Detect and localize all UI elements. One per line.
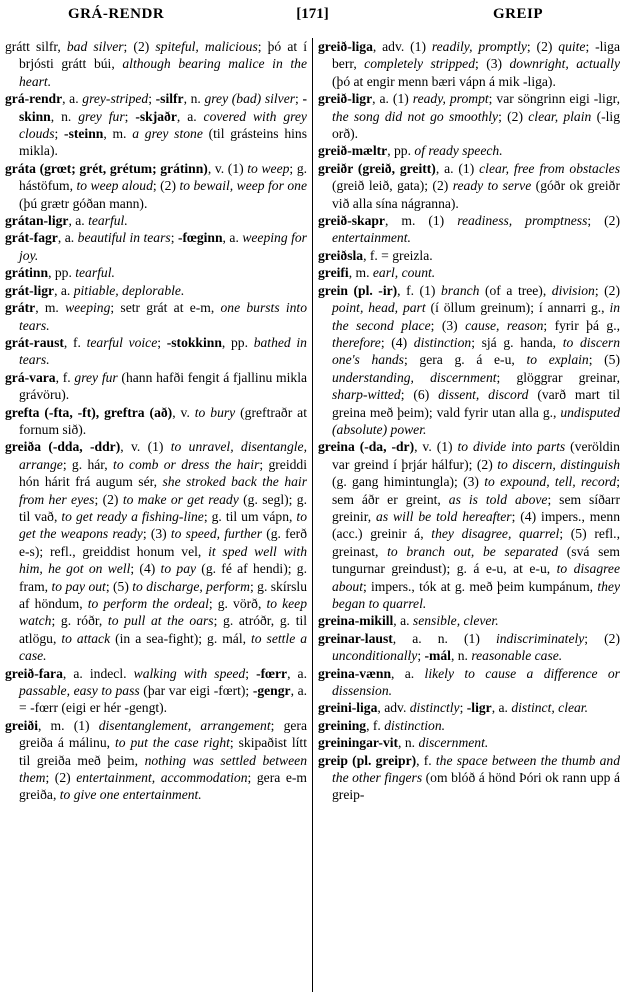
headword: grát-ligr bbox=[5, 282, 55, 298]
entry-text: ; (2) bbox=[584, 630, 620, 646]
entry-text: ; bbox=[295, 91, 303, 107]
entry-text: , n. bbox=[50, 108, 79, 124]
entry-text: ; g. til um vápn, bbox=[203, 508, 297, 524]
dictionary-entry bbox=[318, 699, 620, 716]
translation: to give one entertainment. bbox=[59, 787, 202, 803]
dictionary-entry bbox=[5, 282, 307, 299]
entry-text: ; var söngrinn eigi -ligr, bbox=[488, 91, 620, 107]
left-column bbox=[5, 38, 307, 994]
entry-text: , a. n. (1) bbox=[392, 630, 496, 646]
dictionary-entry bbox=[318, 142, 620, 159]
dictionary-entry bbox=[318, 717, 620, 734]
translation: to unravel, disentangle, arrange bbox=[19, 439, 307, 472]
translation: grey fur bbox=[74, 369, 118, 385]
translation: entertainment, accommodation bbox=[76, 770, 248, 786]
translation: distinct, clear. bbox=[511, 700, 588, 716]
entry-text: , a. bbox=[287, 665, 307, 681]
translation: likely to cause a difference or dissension. bbox=[332, 665, 620, 699]
dictionary-entry bbox=[5, 90, 307, 160]
entry-text: (hann hafði fengit á fjallinu mikla grávöru). bbox=[19, 369, 307, 403]
entry-text: (g. gang himintungla); (3) bbox=[332, 474, 485, 490]
translation: to keep watch bbox=[19, 596, 307, 629]
translation: to perform the ordeal bbox=[87, 596, 209, 611]
entry-text: (til grásteins hins mikla). bbox=[19, 126, 307, 159]
translation: to speed, further bbox=[170, 526, 262, 542]
translation: tearful. bbox=[88, 213, 128, 229]
entry-text: , a. bbox=[391, 665, 425, 681]
translation: reasonable case. bbox=[471, 648, 563, 664]
entry-text: , a. bbox=[222, 230, 243, 246]
entry-text: ; g. róðr, bbox=[51, 613, 108, 629]
translation: grey-striped bbox=[82, 91, 149, 107]
translation: cause, reason bbox=[465, 317, 544, 333]
translation: completely stripped bbox=[364, 56, 476, 72]
translation: one bursts into tears. bbox=[19, 300, 307, 333]
entry-text: (g. segl); g. til vað, bbox=[19, 491, 307, 524]
headword: grá-rendr bbox=[5, 91, 63, 107]
dictionary-entry bbox=[5, 160, 307, 212]
entry-text: ; setr grát at e-m, bbox=[110, 300, 221, 316]
translation: sensible, clever. bbox=[412, 613, 499, 629]
header-left-guideword: GRÁ-RENDR bbox=[68, 6, 165, 22]
translation: the space between the thumb and the other fingers bbox=[332, 752, 620, 786]
entry-text: (veröldin var greind í þrjár hálfur); (2) bbox=[332, 439, 620, 472]
entry-text: , a. bbox=[176, 108, 204, 124]
entry-text: ; (5) bbox=[105, 578, 133, 594]
entry-text: (þú grætr góðan mann). bbox=[19, 195, 148, 211]
translation: to attack bbox=[61, 630, 111, 646]
dictionary-entry bbox=[5, 665, 307, 717]
entry-text: , a. bbox=[62, 91, 83, 107]
headword: -silfr bbox=[155, 91, 184, 107]
entry-text: , a. bbox=[393, 613, 413, 629]
entry-text: (þó at engir menn bæri vápn á mik -liga). bbox=[332, 73, 556, 89]
entry-text: (om blóð á hönd Þóri ok rann upp á greip- bbox=[332, 770, 620, 803]
dictionary-entry bbox=[5, 334, 307, 369]
entry-text: , n. bbox=[450, 648, 472, 664]
entry-text: ; sjá g. handa, bbox=[471, 334, 563, 350]
headword: gráta (grœt; grét, grétum; grátinn) bbox=[5, 160, 208, 176]
headword: greið-mæltr bbox=[318, 143, 388, 159]
entry-text: , a. bbox=[68, 213, 89, 229]
entry-text: ; g. vörð, bbox=[208, 596, 267, 611]
translation: although bearing malice in the heart. bbox=[19, 56, 307, 89]
translation: to pay bbox=[160, 561, 197, 577]
entry-text: ; (3) bbox=[142, 526, 171, 542]
headword: grátr bbox=[5, 300, 36, 316]
column-divider bbox=[312, 38, 313, 992]
entry-text: , v. (1) bbox=[414, 439, 458, 455]
translation: grey (bad) silver bbox=[204, 91, 296, 107]
page-number: [171] bbox=[296, 6, 329, 22]
headword: -stokkinn bbox=[166, 334, 222, 350]
entry-text: (of a tree), bbox=[479, 282, 552, 298]
translation: unconditionally bbox=[332, 648, 418, 664]
headword: greinar-laust bbox=[318, 630, 393, 646]
translation: point, head, part bbox=[332, 300, 426, 316]
translation: bathed in tears. bbox=[19, 334, 307, 368]
translation: quite bbox=[558, 39, 586, 54]
headword: greini-liga bbox=[318, 700, 378, 716]
translation: pitiable, deplorable. bbox=[73, 282, 185, 298]
entry-text: , a. (1) bbox=[372, 91, 413, 107]
entry-text: ; sem áðr er greint, bbox=[332, 474, 620, 507]
translation: entertainment. bbox=[332, 230, 411, 246]
entry-text: ; (2) bbox=[526, 39, 559, 54]
entry-text: ; bbox=[170, 230, 178, 246]
entry-text: , m. bbox=[103, 126, 133, 142]
translation: sharp-witted bbox=[332, 387, 401, 403]
entry-text: grátt silfr, bbox=[5, 39, 67, 54]
entry-text: ; bbox=[245, 665, 257, 681]
translation: beautiful in tears bbox=[77, 230, 171, 246]
dictionary-entry bbox=[318, 90, 620, 142]
translation: walking with speed bbox=[133, 665, 246, 681]
translation: to pay out bbox=[51, 578, 106, 594]
translation: distinction. bbox=[384, 717, 446, 733]
entry-text: ; g. hár, bbox=[62, 456, 114, 472]
translation: it sped well with him, he got on well bbox=[19, 543, 307, 577]
entry-text: , adv. (1) bbox=[372, 39, 432, 54]
entry-text: , m. (1) bbox=[384, 213, 458, 229]
translation: division bbox=[551, 282, 595, 298]
entry-text: , a. = -fœrr (eigi er hér -gengt). bbox=[19, 683, 307, 716]
dictionary-entry bbox=[5, 229, 307, 264]
translation: to branch out, be separated bbox=[387, 543, 559, 559]
entry-text: , f. bbox=[366, 717, 385, 733]
translation: weeping for joy. bbox=[19, 230, 307, 263]
translation: in the second place bbox=[332, 300, 620, 333]
dictionary-entry bbox=[5, 264, 307, 281]
translation: to put the case right bbox=[114, 735, 230, 751]
translation: therefore bbox=[332, 334, 381, 350]
entry-text: ; g. skírslu af höndum, bbox=[19, 578, 307, 611]
entry-text: ; (2) bbox=[123, 39, 156, 54]
entry-text: ; (3) bbox=[430, 317, 466, 333]
entry-text: ; (5) refl., greinast, bbox=[332, 526, 620, 559]
translation: to discern, distinguish bbox=[497, 456, 620, 472]
entry-text: ; bbox=[157, 334, 167, 350]
translation: as will be told hereafter bbox=[376, 508, 512, 524]
entry-text: ; (4) impers., menn (acc.) greinir á, bbox=[332, 508, 620, 542]
entry-text: ; (4) bbox=[380, 334, 414, 350]
dictionary-entry bbox=[5, 369, 307, 404]
entry-text: , n. bbox=[183, 91, 205, 107]
entry-text: (þar var eigi -fœrt); bbox=[139, 683, 253, 699]
translation: readiness, promptness bbox=[457, 213, 588, 229]
translation: indiscriminately bbox=[495, 630, 585, 646]
translation: downright, actually bbox=[509, 56, 620, 72]
entry-text: , a. indecl. bbox=[62, 665, 134, 681]
entry-text: ; bbox=[417, 648, 425, 664]
translation: branch bbox=[440, 282, 480, 298]
headword: grefta (-fta, -ft), greftra (að) bbox=[5, 404, 173, 420]
entry-text: ; bbox=[54, 126, 65, 142]
dictionary-entry bbox=[318, 160, 620, 212]
dictionary-entry bbox=[318, 630, 620, 665]
headword: greiðr (greið, greitt) bbox=[318, 160, 436, 176]
dictionary-entry bbox=[5, 404, 307, 439]
headword: greina (-da, -dr) bbox=[318, 439, 415, 455]
entry-text: , adv. bbox=[377, 700, 410, 716]
entry-text: , v. (1) bbox=[207, 160, 248, 176]
translation: she stroked back the hair from her eyes bbox=[19, 474, 307, 507]
entry-text: ; (2) bbox=[94, 491, 123, 507]
dictionary-entry bbox=[318, 612, 620, 629]
entry-text: ; (4) bbox=[130, 561, 161, 577]
translation: bad silver bbox=[66, 39, 124, 54]
entry-text: (í öllum greinum); í annarri g., bbox=[425, 300, 610, 316]
translation: to comb or dress the hair bbox=[113, 456, 260, 472]
entry-text: ; greiddi hón hárit frá augum sér, bbox=[19, 456, 307, 490]
entry-text: , a. (1) bbox=[435, 160, 480, 176]
headword: -ligr bbox=[466, 700, 492, 716]
entry-text: (greftraðr at fornum sið). bbox=[19, 404, 307, 437]
headword: greið-fara bbox=[5, 665, 63, 681]
entry-text: ; (2) bbox=[587, 213, 620, 229]
headword: greiða (-dda, -ddr) bbox=[5, 439, 121, 455]
headword: greip (pl. greipr) bbox=[318, 752, 417, 768]
entry-text: , v. bbox=[172, 404, 195, 420]
entry-text: , f. (1) bbox=[397, 282, 441, 298]
entry-text: ; bbox=[148, 91, 156, 107]
translation: discernment. bbox=[418, 735, 489, 751]
dictionary-entry bbox=[318, 212, 620, 247]
entry-text: ; gera e-m greiða, bbox=[19, 770, 307, 803]
entry-text: ; (6) bbox=[400, 387, 439, 403]
translation: to bewail, weep for one bbox=[179, 178, 307, 194]
translation: to expound, tell, record bbox=[484, 474, 617, 490]
entry-text: , a. bbox=[491, 700, 512, 716]
dictionary-entry bbox=[5, 299, 307, 334]
translation: they disagree, quarrel bbox=[431, 526, 560, 542]
entry-text: (svá sem tungurnar greindust); g. á e-u, at e-u, bbox=[332, 543, 620, 577]
headword: grein (pl. -ir) bbox=[318, 282, 398, 298]
headword: greiðsla bbox=[318, 247, 364, 263]
entry-text: , pp. bbox=[48, 265, 76, 281]
headword: grá-vara bbox=[5, 369, 56, 385]
translation: as is told above bbox=[448, 491, 548, 507]
translation: spiteful, malicious bbox=[155, 39, 258, 54]
translation: to divide into parts bbox=[457, 439, 566, 455]
entry-text: ; bbox=[124, 108, 136, 124]
entry-text: , v. (1) bbox=[120, 439, 171, 455]
dictionary-entry bbox=[318, 282, 620, 439]
translation: undisputed (absolute) power. bbox=[332, 404, 620, 437]
translation: to bury bbox=[194, 404, 236, 420]
headword: greifi bbox=[318, 265, 349, 281]
translation: passable, easy to pass bbox=[19, 683, 140, 699]
headword: greið-ligr bbox=[318, 91, 373, 107]
translation: understanding, discernment bbox=[332, 369, 497, 385]
translation: to settle a case. bbox=[19, 630, 307, 664]
translation: a grey stone bbox=[132, 126, 203, 142]
translation: to weep aloud bbox=[76, 178, 153, 194]
translation: to discharge, perform bbox=[132, 578, 250, 594]
headword: greið-liga bbox=[318, 39, 373, 54]
translation: ready, prompt bbox=[412, 91, 489, 107]
entry-text: , n. bbox=[398, 735, 419, 751]
entry-text: ; (2) bbox=[152, 178, 180, 194]
entry-text: , f. bbox=[416, 752, 436, 768]
translation: they began to quarrel. bbox=[332, 578, 620, 611]
entry-text: ; bbox=[459, 700, 467, 716]
dictionary-entry bbox=[318, 438, 620, 612]
headword: greina-vænn bbox=[318, 665, 392, 681]
entry-text: , a. bbox=[57, 230, 78, 246]
translation: to make or get ready bbox=[122, 491, 239, 507]
entry-text: , m. bbox=[348, 265, 373, 281]
entry-text: (varð mart til greina með þeim); vald fyrir utan alla g., bbox=[332, 387, 620, 420]
entry-text: ; gera g. á e-u, bbox=[403, 352, 527, 368]
translation: tearful. bbox=[75, 265, 115, 281]
page-header bbox=[10, 6, 615, 26]
entry-text: ; (5) bbox=[588, 352, 620, 368]
translation: to explain bbox=[526, 352, 589, 368]
translation: to get ready a fishing-line bbox=[61, 508, 204, 524]
dictionary-entry bbox=[318, 665, 620, 700]
translation: dissent, discord bbox=[438, 387, 529, 403]
dictionary-entry bbox=[5, 212, 307, 229]
entry-text: , f. bbox=[63, 334, 87, 350]
entry-text: ; þó at í brjósti grátt búi, bbox=[19, 39, 307, 72]
headword: grát-fagr bbox=[5, 230, 58, 246]
translation: earl, count. bbox=[372, 265, 436, 281]
translation: to disagree about bbox=[332, 561, 620, 594]
translation: nothing was settled between them bbox=[19, 752, 307, 786]
headword: grátan-ligr bbox=[5, 213, 69, 229]
entry-text: , m. bbox=[35, 300, 66, 316]
translation: of ready speech. bbox=[414, 143, 503, 159]
entry-text: ; glöggrar greinar, bbox=[496, 369, 620, 385]
entry-text: ; (2) bbox=[45, 770, 77, 786]
entry-text: , pp. bbox=[221, 334, 254, 350]
entry-text: , a. bbox=[54, 282, 74, 298]
translation: to pull at the oars bbox=[107, 613, 214, 629]
translation: the song did not go smoothly bbox=[332, 108, 499, 124]
dictionary-entry bbox=[5, 438, 307, 664]
dictionary-entry bbox=[318, 38, 620, 90]
headword: -fœrr bbox=[256, 665, 288, 681]
translation: tearful voice bbox=[86, 334, 158, 350]
entry-text: , f. = greizla. bbox=[363, 247, 433, 263]
entry-text: ; -liga berr, bbox=[332, 39, 620, 72]
translation: distinction bbox=[413, 334, 472, 350]
headword: grát-raust bbox=[5, 334, 64, 350]
entry-text: ; (2) bbox=[594, 282, 620, 298]
entry-text: (greið leið, gata); (2) bbox=[332, 178, 453, 194]
headword: -fœginn bbox=[177, 230, 223, 246]
entry-text: (góðr ok greiðr við alla sína nágranna). bbox=[332, 178, 620, 211]
entry-text: ; sem síðarr greinir, bbox=[332, 491, 620, 524]
entry-text: (-lig orð). bbox=[332, 108, 620, 142]
translation: disentanglement, arrangement bbox=[98, 717, 271, 733]
entry-text: ; (3) bbox=[475, 56, 510, 72]
entry-text: , m. (1) bbox=[37, 717, 99, 733]
entry-text: (g. fé af hendi); g. fram, bbox=[19, 561, 307, 594]
translation: grey fur bbox=[78, 108, 125, 124]
entry-text: (in a sea-fight); g. mál, bbox=[110, 630, 251, 646]
entry-text: (g. ferð e-s); refl., greiddist honum vel, bbox=[19, 526, 307, 559]
headword: -steinn bbox=[64, 126, 104, 142]
translation: clear, free from obstacles bbox=[479, 160, 620, 176]
translation: distinctly bbox=[409, 700, 460, 716]
headword: -skjaðr bbox=[135, 108, 177, 124]
translation: covered with grey clouds bbox=[19, 108, 307, 142]
dictionary-entry bbox=[318, 247, 620, 264]
headword: greið-skapr bbox=[318, 213, 385, 229]
headword: greiningar-vit bbox=[318, 735, 399, 751]
translation: to discern one's hands bbox=[332, 334, 620, 368]
entry-text: ; fyrir þá g., bbox=[543, 317, 620, 333]
headword: -mál bbox=[424, 648, 451, 664]
entry-text: , pp. bbox=[387, 143, 415, 159]
headword: grátinn bbox=[5, 265, 49, 281]
headword: -skinn bbox=[19, 91, 307, 124]
entry-text: ; (2) bbox=[498, 108, 529, 124]
translation: weeping bbox=[65, 300, 111, 316]
translation: to weep bbox=[247, 160, 290, 176]
translation: to get the weapons ready bbox=[19, 508, 307, 542]
entry-text: , f. bbox=[55, 369, 75, 385]
headword: greiði bbox=[5, 717, 38, 733]
dictionary-entry bbox=[5, 38, 307, 90]
headword: greina-mikill bbox=[318, 613, 394, 629]
entry-text: ; g. hástöfum, bbox=[19, 160, 307, 194]
translation: clear, plain bbox=[528, 108, 592, 124]
headword: -gengr bbox=[252, 683, 291, 699]
dictionary-entry bbox=[5, 717, 307, 804]
translation: ready to serve bbox=[452, 178, 532, 194]
dictionary-entry bbox=[318, 752, 620, 804]
headword: greining bbox=[318, 717, 367, 733]
entry-text: ; g. atróðr, g. til atlögu, bbox=[19, 613, 307, 646]
right-column bbox=[318, 38, 620, 994]
entry-text: ; gera greiða á málinu, bbox=[19, 717, 307, 751]
translation: readily, promptly bbox=[431, 39, 527, 54]
dictionary-entry bbox=[318, 264, 620, 281]
dictionary-entry bbox=[318, 734, 620, 751]
header-right-guideword: GREIP bbox=[492, 6, 543, 22]
entry-text: ; impers., tók at g. með þeim kumpánum, bbox=[362, 578, 598, 594]
entry-text: ; skipaðist lítt til greiða með þeim, bbox=[19, 735, 307, 768]
